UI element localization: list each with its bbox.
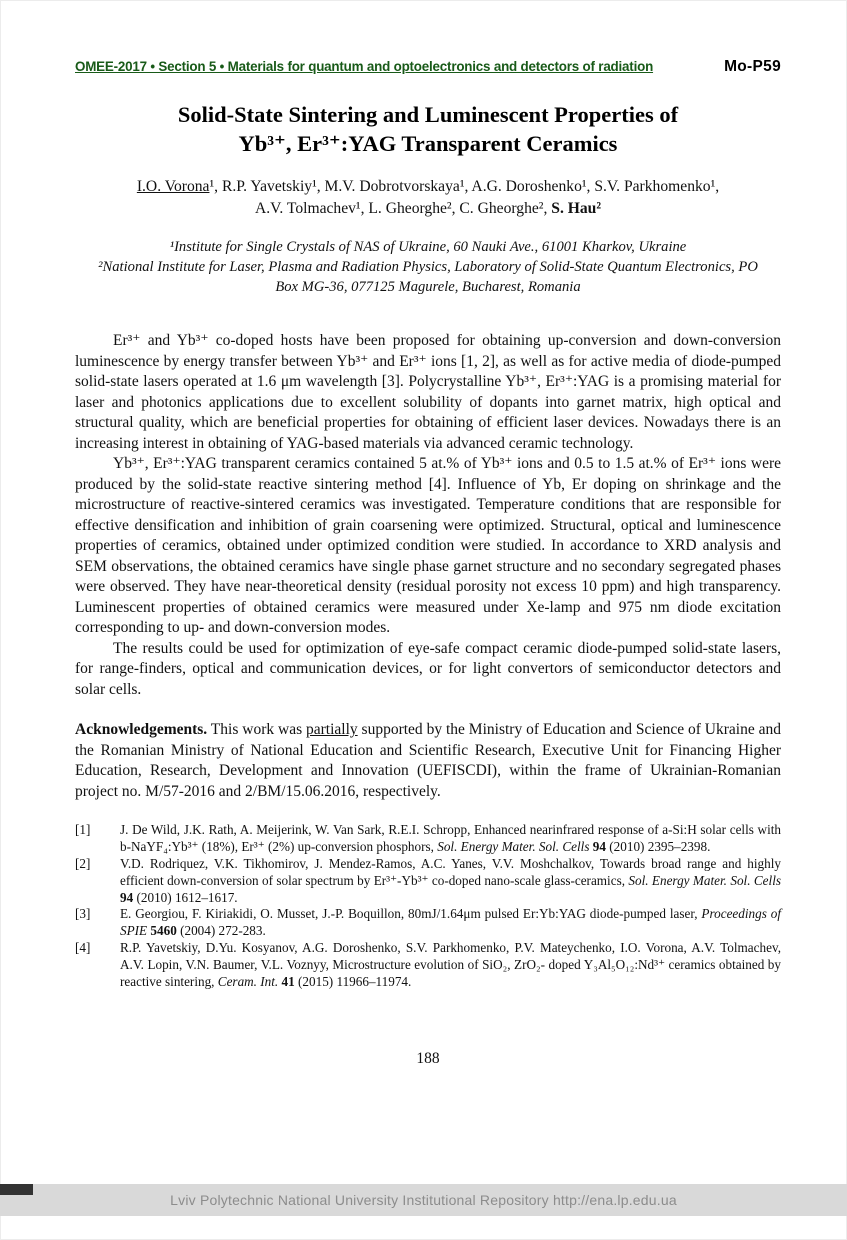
reference-item <box>75 906 781 940</box>
reference-item <box>75 940 781 990</box>
page-header <box>75 58 781 76</box>
reference-text: E. Georgiou, F. Kiriakidi, O. Musset, J.-P. Boquillon, 80mJ/1.64μm pulsed Er:Yb:YAG diode-pumped laser, Proceedings of SPIE 5460 (2004) 272-283. <box>120 906 781 939</box>
page-number: 188 <box>416 1050 440 1068</box>
reference-text: R.P. Yavetskiy, D.Yu. Kosyanov, A.G. Doroshenko, S.V. Parkhomenko, P.V. Mateychenko, I.O. Vorona, A.V. Tolmachev, A.V. Lopin, V.N. Baumer, V.L. Voznyy, Microstructure evolution of SiO₂, ZrO₂- doped Y₃Al₅O₁₂:Nd³⁺ ceramics obtained by reactive sintering, Ceram. Int. 41 (2015) 11966–11974. <box>120 939 781 989</box>
reference-number: [1] <box>75 822 91 838</box>
abstract-paragraph-1: Er³⁺ and Yb³⁺ co-doped hosts have been proposed for obtaining up-conversion and down-conversion luminescence by energy transfer between Yb³⁺ and Er³⁺ ions [1, 2], as well as for active media of diode-pumped solid-state lasers operated at 1.6 μm wavelength [3]. Polycrystalline Yb³⁺, Er³⁺:YAG is a promising material for laser and photonics applications due to excellent solubility of dopants into garnet matrix, high optical and structural quality, which are beneficial properties for obtaining of efficient laser devices. Nowadays there is an increasing interest in obtaining of YAG-based materials via advanced ceramic technology. <box>75 332 781 452</box>
reference-text: J. De Wild, J.K. Rath, A. Meijerink, W. Van Sark, R.E.I. Schropp, Enhanced nearinfrared response of a-Si:H solar cells with b-NaYF₄:Yb³⁺ (18%), Er³⁺ (2%) up-conversion phosphors, Sol. Energy Mater. Sol. Cells 94 (2010) 2395–2398. <box>120 822 781 855</box>
abstract-paragraph-2: Yb³⁺, Er³⁺:YAG transparent ceramics contained 5 at.% of Yb³⁺ ions and 0.5 to 1.5 at.% of Er³⁺ ions were produced by the solid-state reactive sintering method [4]. Influence of Yb, Er doping on shrinkage and the microstructure of reactive-sintered ceramics was investigated. Temperature conditions that are responsible for effective densification and inhibition of grain coarsening were optimized. Structural, optical and luminescence properties of ceramics, obtained under optimized condition were studied. In accordance to XRD analysis and SEM observations, the obtained ceramics have single phase garnet structure and no secondary segregated phases were observed. They have near-theoretical density (residual porosity not excess 10 ppm) and high transparency. Luminescent properties of obtained ceramics were measured under Xe-lamp and 975 nm diode excitation corresponding to up- and down-conversion modes. <box>75 455 781 636</box>
repository-banner <box>0 1184 847 1216</box>
paper-title-line2: Yb³⁺, Er³⁺:YAG Transparent Ceramics <box>238 131 618 156</box>
scan-artifact-mark <box>0 1184 33 1195</box>
paper-title <box>75 100 781 158</box>
affiliation-2: ²National Institute for Laser, Plasma and Radiation Physics, Laboratory of Solid-State Quantum Electronics, PO Box MG-36, 077125 Magurele, Bucharest, Romania <box>98 259 758 295</box>
affiliations <box>75 237 781 297</box>
reference-number: [3] <box>75 906 91 922</box>
paper-code: Mo-P59 <box>724 58 781 75</box>
acknowledgements: Acknowledgements. This work was partially supported by the Ministry of Education and Science of Ukraine and the Romanian Ministry of National Education and Scientific Research, Executive Unit for Financing Higher Education, Research, Development and Innovation (UEFISCDI), within the frame of Ukrainian-Romanian project no. M/57-2016 and 2/BM/15.06.2016, respectively. <box>75 721 781 800</box>
reference-item <box>75 856 781 906</box>
abstract-paragraph-3: The results could be used for optimization of eye-safe compact ceramic diode-pumped solid-state lasers, for range-finders, optical and communication devices, or for light convertors of semiconductor detectors and solar cells. <box>75 639 781 698</box>
repository-text: Lviv Polytechnic National University Institutional Repository http://ena.lp.edu.ua <box>170 1192 677 1208</box>
affiliation-1: ¹Institute for Single Crystals of NAS of Ukraine, 60 Nauki Ave., 61001 Kharkov, Ukraine <box>169 239 687 255</box>
paper-title-line1: Solid-State Sintering and Luminescent Properties of <box>177 102 679 127</box>
reference-item <box>75 822 781 856</box>
page-content <box>75 58 781 1068</box>
reference-list <box>75 822 781 990</box>
author-line-1: I.O. Vorona¹, R.P. Yavetskiy¹, M.V. Dobrotvorskaya¹, A.G. Doroshenko¹, S.V. Parkhomenko¹, <box>136 178 720 195</box>
conference-section-label: OMEE-2017 • Section 5 • Materials for quantum and optoelectronics and detectors of radiation <box>75 59 654 74</box>
author-line-2: A.V. Tolmachev¹, L. Gheorghe², C. Gheorghe², S. Hau² <box>254 200 602 217</box>
reference-number: [4] <box>75 939 91 955</box>
reference-text: V.D. Rodriquez, V.K. Tikhomirov, J. Mendez-Ramos, A.C. Yanes, V.V. Moshchalkov, Towards broad range and highly efficient down-conversion of solar spectrum by Er³⁺-Yb³⁺ co-doped nano-scale glass-ceramics, Sol. Energy Mater. Sol. Cells 94 (2010) 1612–1617. <box>120 855 781 905</box>
reference-number: [2] <box>75 855 91 871</box>
author-list <box>75 176 781 220</box>
